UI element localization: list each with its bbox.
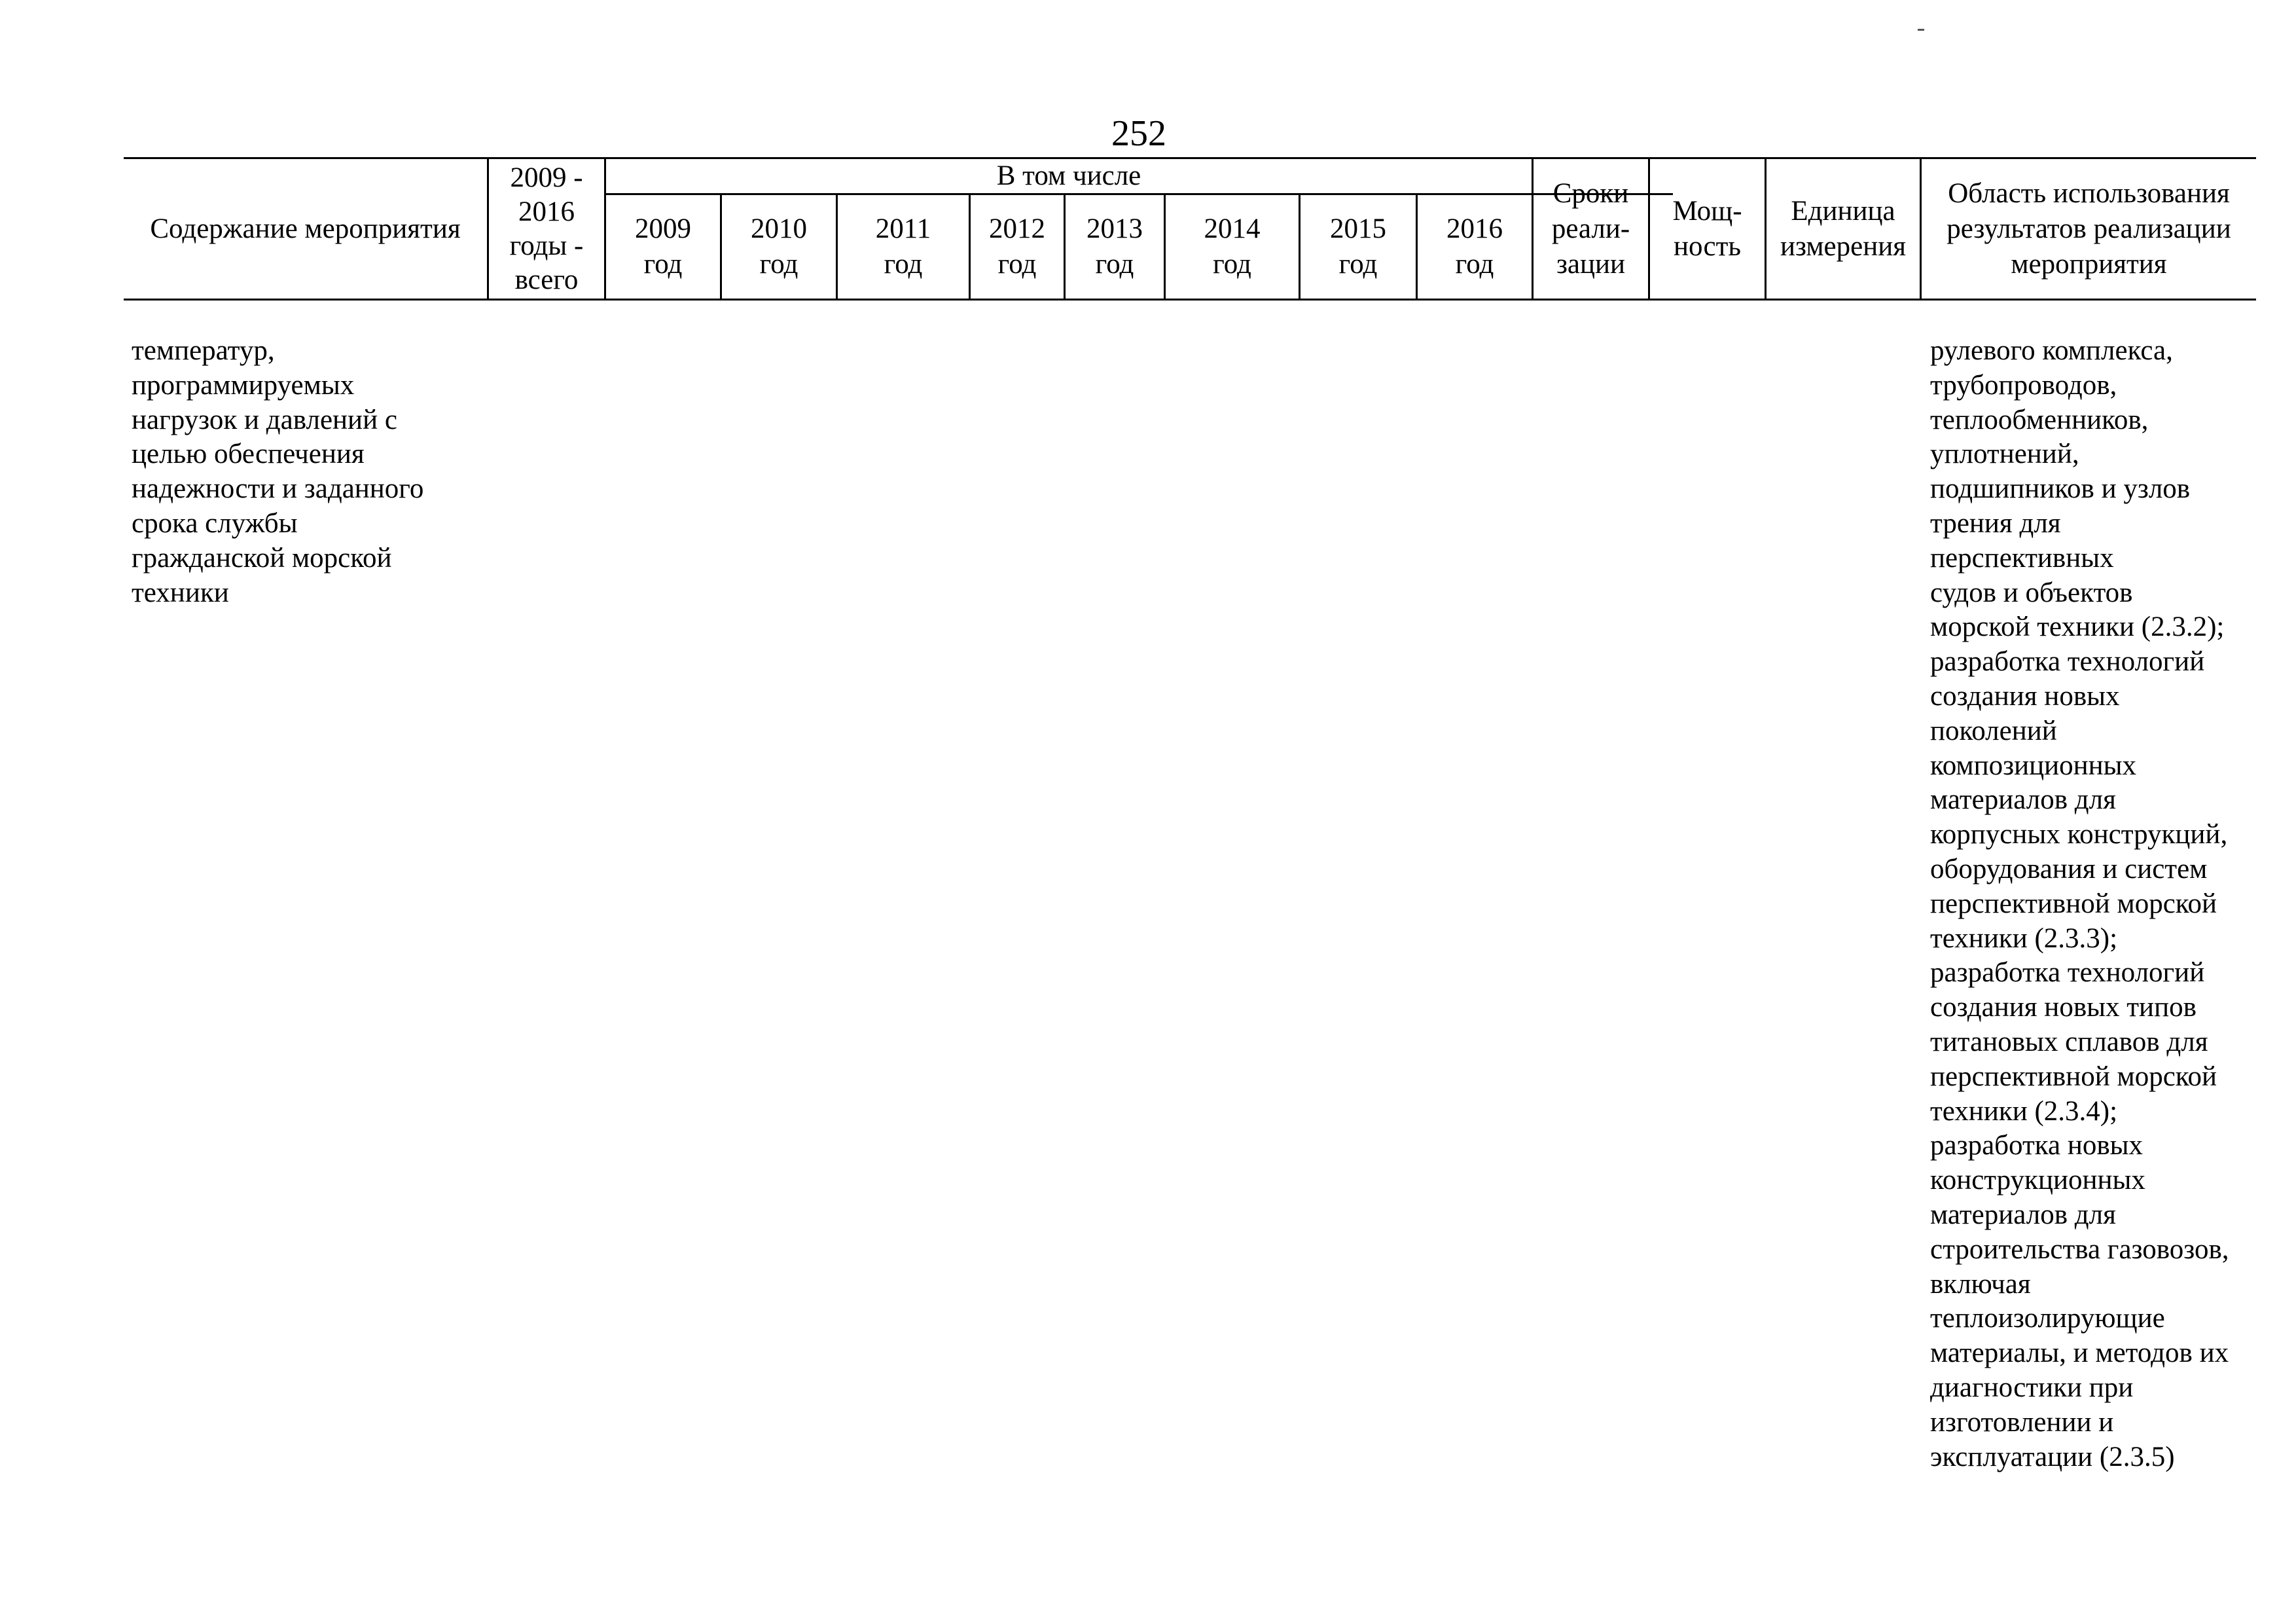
header-year-2016: 2016 год xyxy=(1446,213,1503,280)
header-capacity: Мощ- ность xyxy=(1672,195,1742,262)
header-year-2014: 2014 год xyxy=(1204,213,1261,280)
header-year-2012: 2012 год xyxy=(989,213,1045,280)
header-unit: Единица измерения xyxy=(1780,195,1907,262)
scan-mark xyxy=(1918,29,1924,31)
header-total: 2009 - 2016 годы - всего xyxy=(509,162,584,295)
header-bottom-rule xyxy=(124,299,2256,301)
header-content: Содержание мероприятия xyxy=(150,213,461,244)
header-year-2015: 2015 год xyxy=(1330,213,1386,280)
header-year-2011: 2011 год xyxy=(875,213,931,280)
row-content-text: температур, программируемых нагрузок и давлений с целью обеспечения надежности и заданного срока службы гражданской морской техники xyxy=(132,335,424,608)
table-header xyxy=(124,157,2256,301)
header-year-2013: 2013 год xyxy=(1086,213,1143,280)
header-year-2010: 2010 год xyxy=(751,213,807,280)
header-year-2009: 2009 год xyxy=(635,213,691,280)
header-terms: Сроки реали- зации xyxy=(1551,177,1630,280)
row-area-text: рулевого комплекса, трубопроводов, теплообменников, уплотнений, подшипников и узлов трения для перспективных судов и объектов морской техники (2.3.2); разработка технологий создания новых поколений композиционных материалов для корпусных конструкций, оборудования и систем перспективной морской техники (2.3.3); разработка технологий создания новых типов титановых сплавов для перспективной морской техники (2.3.4); разработка новых конструкционных материалов для строительства газовозов, включая теплоизолирующие материалы, и методов их диагностики при изготовлении и эксплуатации (2.3.5) xyxy=(1930,335,2229,1472)
header-area: Область использования результатов реализации мероприятия xyxy=(1946,177,2231,280)
header-including: В том числе xyxy=(996,160,1141,191)
page-number: 252 xyxy=(1111,113,1166,154)
